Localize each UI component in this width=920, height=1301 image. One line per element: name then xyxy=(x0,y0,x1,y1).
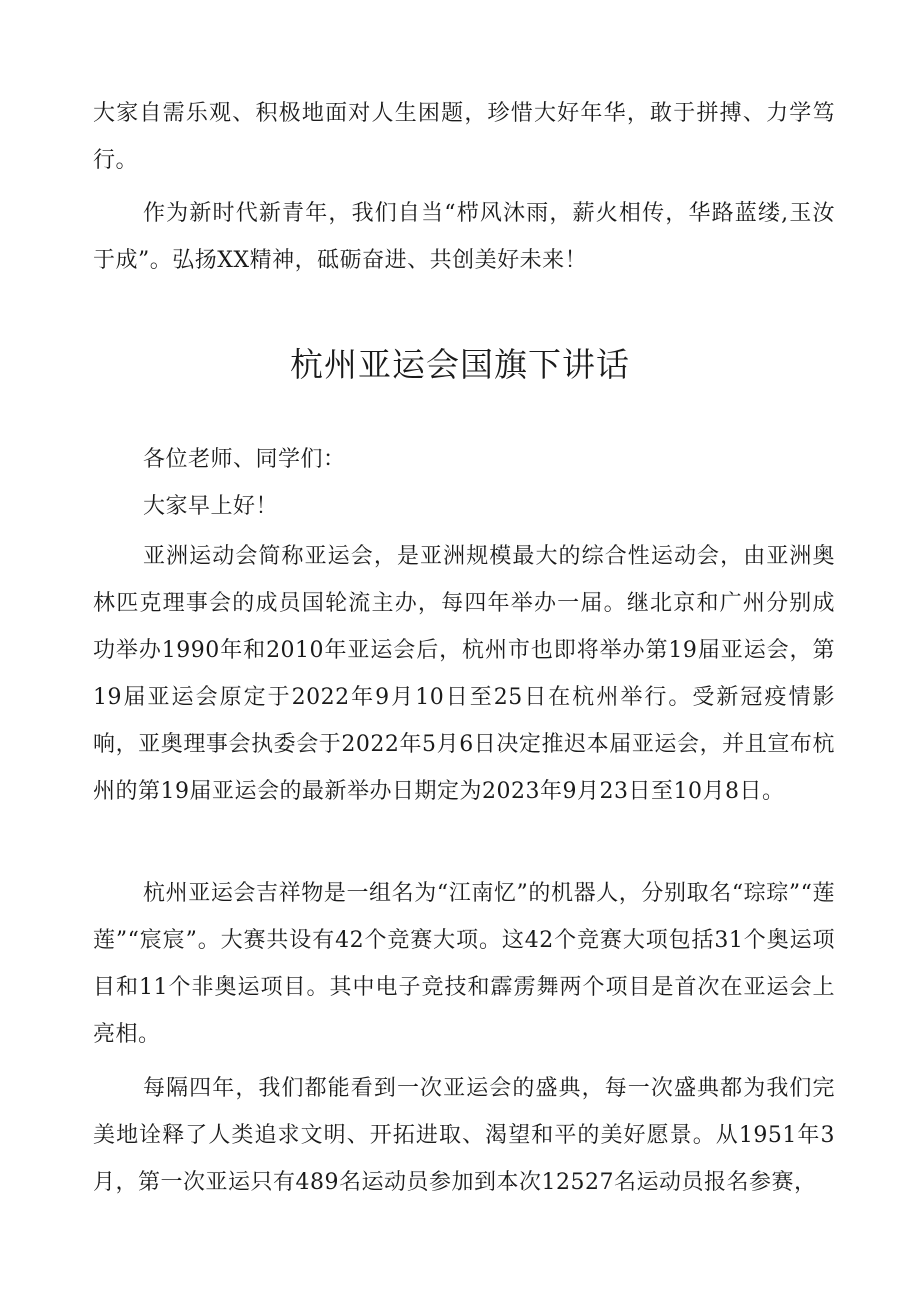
body-paragraph-3: 每隔四年，我们都能看到一次亚运会的盛典，每一次盛典都为我们完美地诠释了人类追求文明、开拓进取、渴望和平的美好愿景。从1951年3月，第一次亚运只有489名运动员参加到本次12527名运动员报名参赛， xyxy=(93,1076,835,1195)
body-paragraph-1: 亚洲运动会简称亚运会，是亚洲规模最大的综合性运动会，由亚洲奥林匹克理事会的成员国轮流主办，每四年举办一届。继北京和广州分别成功举办1990年和2010年亚运会后，杭州市也即将举办第19届亚运会，第19届亚运会原定于2022年9月10日至25日在杭州举行。受新冠疫情影响，亚奥理事会执委会于2022年5月6日决定推迟本届亚运会，并且宣布杭州的第19届亚运会的最新举办日期定为2023年9月23日至10月8日。 xyxy=(93,544,835,804)
continued-paragraph-2: 作为新时代新青年，我们自当“栉风沐雨，薪火相传，华路蓝缕,玉汝于成”。弘扬XX精神，砥砺奋进、共创美好未来！ xyxy=(93,201,835,273)
continued-paragraph-1: 大家自需乐观、积极地面对人生困题，珍惜大好年华，敢于拼搏、力学笃行。 xyxy=(93,101,835,173)
page-title: 杭州亚运会国旗下讲话 xyxy=(290,345,630,384)
greeting: 大家早上好！ xyxy=(143,494,279,519)
salutation: 各位老师、同学们： xyxy=(143,447,346,472)
body-paragraph-2: 杭州亚运会吉祥物是一组名为“江南忆”的机器人，分别取名“琮琮”“莲莲”“宸宸”。大赛共设有42个竞赛大项。这42个竞赛大项包括31个奥运项目和11个非奥运项目。其中电子竞技和霹雳舞两个项目是首次在亚运会上亮相。 xyxy=(93,881,835,1047)
